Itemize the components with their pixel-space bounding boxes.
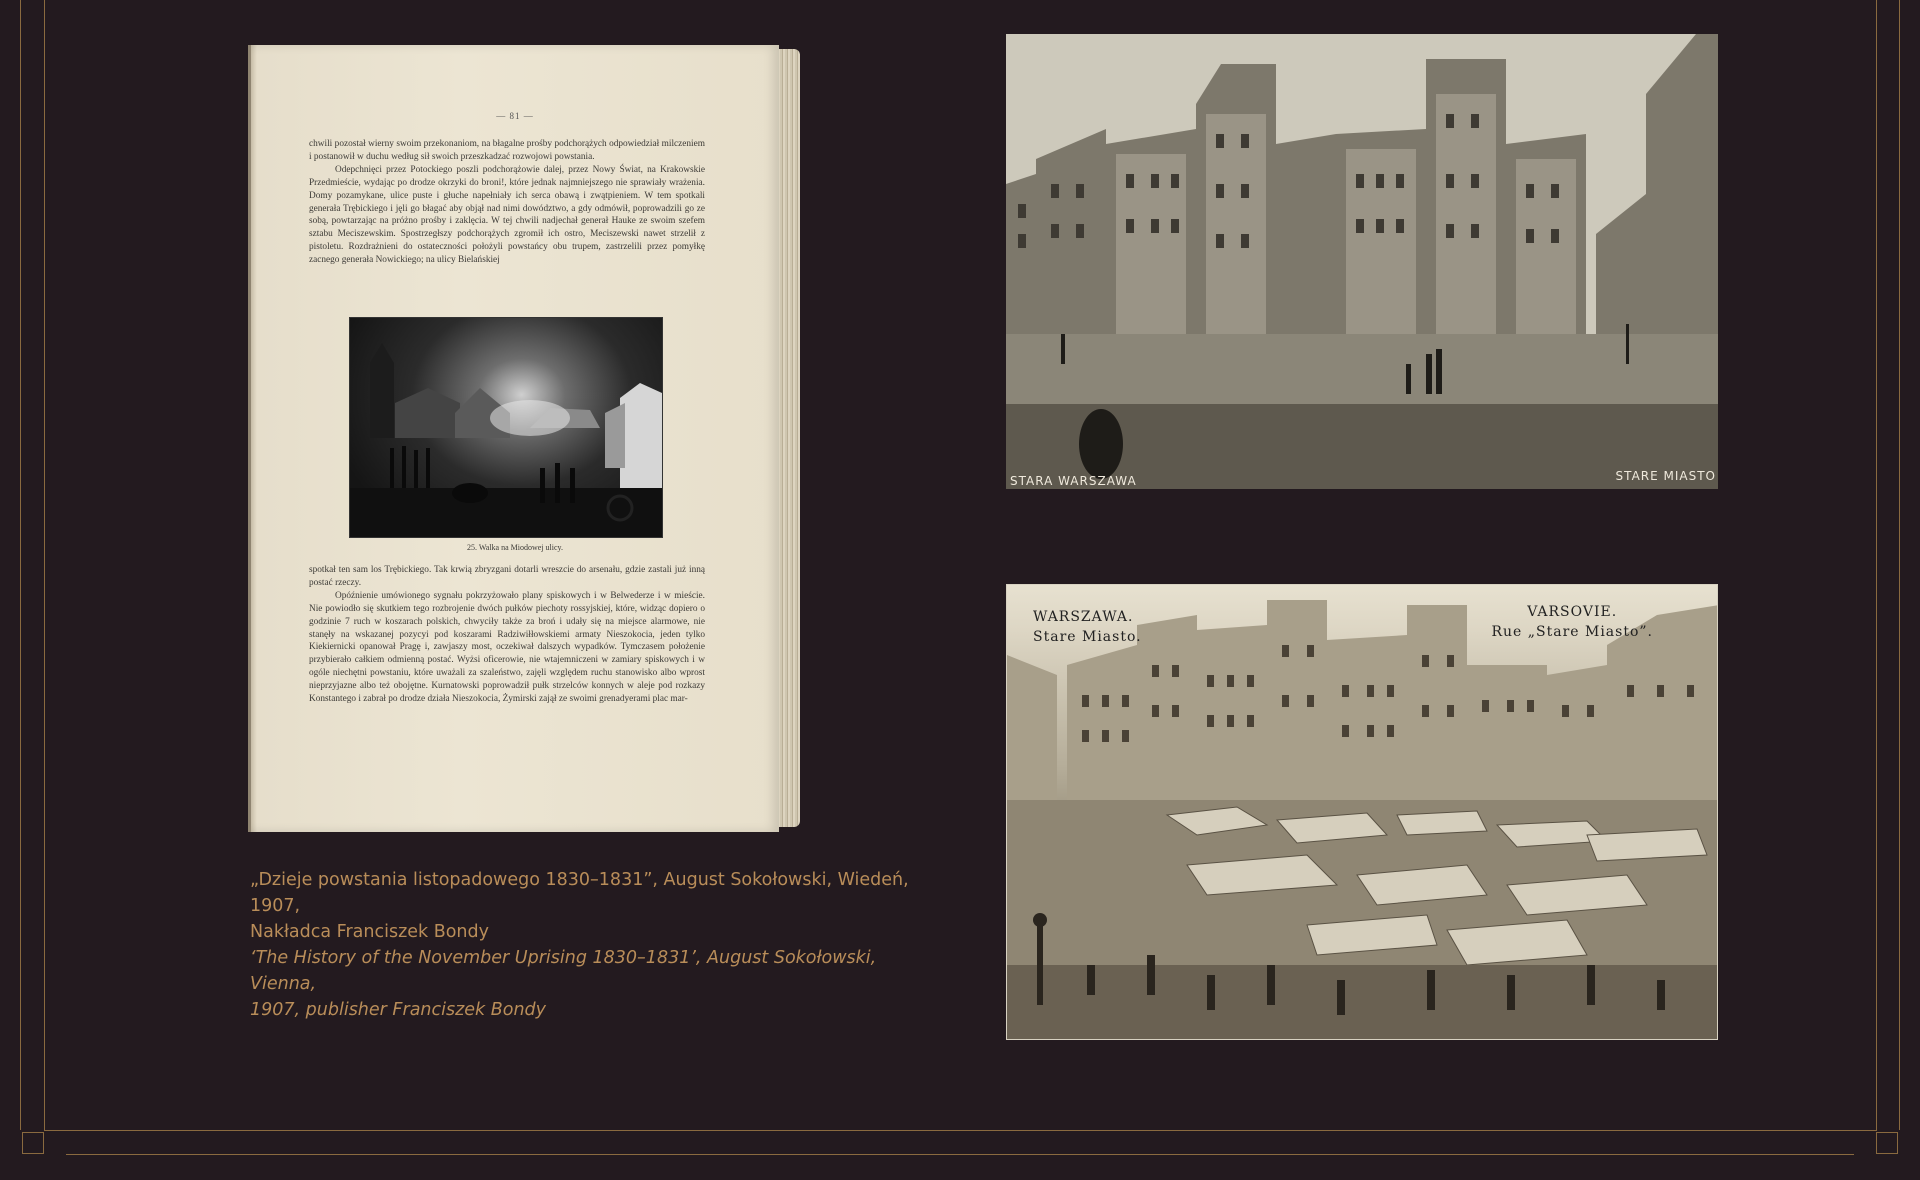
frame-bottom-outer	[66, 1154, 1854, 1155]
photo2-label-left-line-1: WARSZAWA.	[1033, 609, 1134, 625]
photo2-label-right-line-1: VARSOVIE.	[1527, 604, 1618, 620]
photo-market-drawing	[1007, 585, 1718, 1040]
book-page-number: — 81 —	[496, 111, 534, 121]
exhibit-caption	[250, 867, 930, 1023]
engraving-illustration	[349, 317, 663, 538]
book-scan	[248, 45, 800, 832]
engraving-drawing	[350, 318, 662, 537]
photo-market-postcard	[1006, 584, 1718, 1040]
book-paragraph: Odepchnięci przez Potockiego poszli podchorążowie dalej, przez Nowy Świat, na Krakowskie Przedmieście, wydając po drodze okrzyki do broni!, które jednak najmniejszego nie sprawiały wrażenia. Domy pozamykane, ulice puste i głuche napełniały ich serca obawą i zwątpieniem. W tem spotkali generała Trębickiego i jęli go błagać aby objął nad nimi dowództwo, a gdy odmówił, poprowadzili go ze sobą, powtarzając na próżno prośby i zaklęcia. W tej chwili nadjechał generał Hauke ze swoim szefem sztabu Meciszewskim. Spostrzegłszy podchorążych zgromił ich ostro, Meciszewski nawet strzelił z pistoletu. Rozdrażnieni do ostateczności położyli powstańcy obu trupem, zastrzelili przez pomyłkę zacnego generała Nowickiego; na ulicy Bielańskiej	[309, 164, 705, 266]
photo-old-town-square	[1006, 34, 1718, 489]
book-paragraph: spotkał ten sam los Trębickiego. Tak krwią zbryzgani dotarli wreszcie do arsenału, gdzie zastali już inną postać rzeczy.	[309, 565, 705, 588]
book-text-top	[309, 138, 705, 267]
photo2-label-left-line-2: Stare Miasto.	[1033, 629, 1142, 645]
book-paragraph: chwili pozostał wierny swoim przekonaniom, na błagalne prośby podchorążych odpowiedział milczeniem i postanowił w duchu według sił swoich przeszkadzać rozwojowi powstania.	[309, 139, 705, 162]
caption-english-line-1: ‘The History of the November Uprising 1830–1831’, August Sokołowski, Vienna,	[250, 948, 877, 994]
photo1-label-right: STARE MIASTO	[1615, 469, 1716, 483]
photo2-label-left	[1033, 607, 1142, 647]
engraving-caption: 25. Walka na Miodowej ulicy.	[466, 543, 563, 552]
frame-right-outer	[1899, 0, 1900, 1130]
frame-corner-bottom-left	[22, 1132, 44, 1154]
caption-english-line-2: 1907, publisher Franciszek Bondy	[250, 1000, 547, 1020]
frame-right-inner	[1876, 0, 1877, 1130]
frame-corner-bottom-right	[1876, 1132, 1898, 1154]
photo2-label-right-line-2: Rue „Stare Miasto”.	[1491, 624, 1653, 640]
frame-bottom-inner	[44, 1130, 1877, 1131]
frame-left-outer	[20, 0, 21, 1130]
caption-polish-line-1: „Dzieje powstania listopadowego 1830–1831”, August Sokołowski, Wiedeń, 1907,	[250, 870, 909, 916]
photo2-label-right	[1491, 602, 1653, 642]
photo1-label-left: STARA WARSZAWA	[1010, 474, 1137, 488]
photo-old-town-drawing	[1006, 34, 1718, 489]
caption-polish-line-2: Nakładca Franciszek Bondy	[250, 922, 489, 942]
book-text-bottom	[309, 564, 705, 706]
frame-left-inner	[44, 0, 45, 1130]
book-paragraph: Opóźnienie umówionego sygnału pokrzyżowało plany spiskowych i w Belwederze i w mieście. Nie powiodło się skutkiem tego rozbrojenie dwóch pułków piechoty rossyjskiej, które, widząc dopiero o godzinie 7 ruch w koszarach polskich, chwyciły także za broń i udały się na miejsce alarmowe, nie stanęły na wskazanej pozycyi pod koszarami Radziwiłłowskiemi armaty Nieszokocia, jeden tylko Kiekiernicki opanował Pragę i, zawjaszy most, oczekiwał dalszych wypadków. Tymczasem położenie przybierało całkiem odmienną postać. Wyżsi oficerowie, nie wtajemniczeni w zamiary spiskowych i w ogóle niechętni powstaniu, które uważali za szaleństwo, zajęli względem ruchu stanowisko albo wprost nieprzyjazne albo też obojętne. Kurnatowski poprowadził pułk strzelców konnych w aleje pod rozkazy Konstantego i zabrał po drodze działa Nieszokocia, Żymirski zajął ze swoimi grenadyerami plac mar-	[309, 590, 705, 705]
book-page	[248, 45, 779, 832]
